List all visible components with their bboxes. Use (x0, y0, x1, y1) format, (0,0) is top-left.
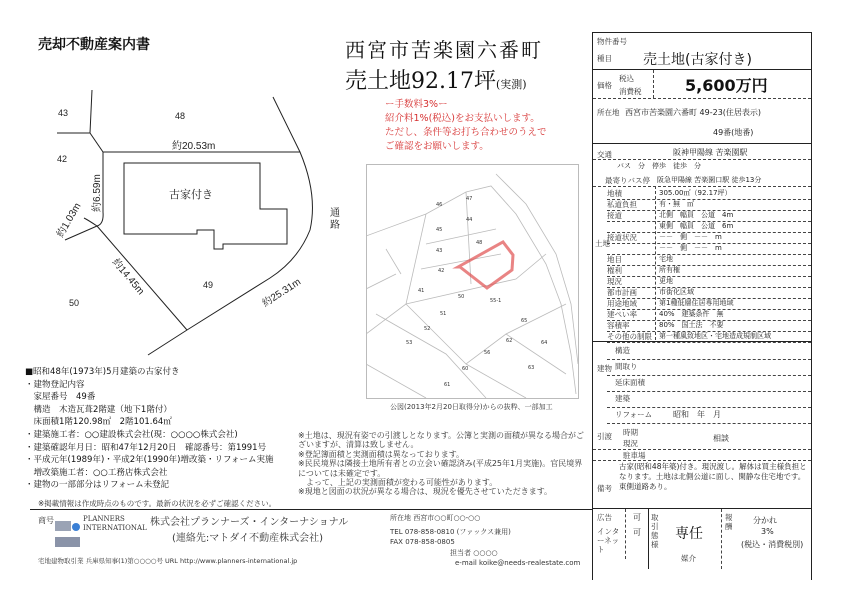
row-divider (607, 199, 811, 200)
note-line: ※現地と図面の状況が異なる場合は、現況を優先させていただきます。 (298, 487, 553, 497)
land-field-value: 40% 建築条件 無 (659, 310, 724, 318)
company-logo (55, 516, 80, 547)
property-id-label: 物件番号 (597, 37, 627, 46)
parking-label: 駐車場 (623, 451, 646, 460)
map-lot: 62 (506, 338, 513, 344)
map-lot: 50 (458, 294, 465, 300)
map-lot: 48 (476, 240, 483, 246)
land-field-value: 第1種低層住居専用地域 (659, 299, 734, 307)
row-divider (607, 375, 811, 376)
map-lot: 47 (466, 196, 473, 202)
ad-label: 広告 (597, 513, 612, 522)
land-field-label: 地積 (607, 189, 622, 198)
spec-line: 床面積1階120.98㎡ 2階101.64㎡ (25, 417, 172, 428)
row-divider (593, 341, 811, 342)
trade-name-label: 商号 (38, 516, 54, 525)
row-divider (593, 460, 811, 461)
tax-included-label: 税込 (619, 74, 634, 83)
map-lot: 45 (436, 227, 443, 233)
row-divider (607, 276, 811, 277)
headline (345, 64, 527, 95)
station-label: 最寄りバス停 (605, 176, 650, 185)
company-tel: TEL 078-858-0810 (ファックス兼用) (390, 528, 511, 536)
headline-text: 売土地92.17坪 (345, 69, 496, 94)
map-lot: 51 (440, 311, 447, 317)
fee-tax-note: (税込・消費税別) (741, 540, 804, 549)
map-lot: 65 (521, 318, 528, 324)
building-year: 昭和 年 月 (673, 410, 721, 419)
row-divider (607, 407, 811, 408)
delivery-condition: 相談 (713, 434, 729, 443)
map-lot: 46 (436, 202, 443, 208)
price-label: 価格 (597, 81, 612, 90)
lot-label: 49 (203, 280, 214, 290)
building-specs (25, 366, 274, 492)
land-field-label: 接道 (607, 211, 622, 220)
lot-label: 42 (57, 154, 68, 164)
map-lot: 55-1 (490, 298, 502, 304)
land-field-label: 権利 (607, 266, 622, 275)
land-field-label: 地目 (607, 255, 622, 264)
row-divider (607, 287, 811, 288)
building-field-label: 間取り (615, 362, 638, 371)
row-divider (607, 265, 811, 266)
net-value: 可 (633, 528, 641, 537)
fee-line: ー手数料3%ー (385, 99, 448, 110)
land-field-label: 容積率 (607, 321, 630, 330)
map-caption: 公図(2013年2月20日取得分)からの抜粋、一部加工 (390, 403, 553, 411)
spec-line: ・建築施工者：○○建設株式会社(現：○○○○株式会社) (25, 429, 238, 440)
map-lot: 56 (484, 350, 491, 356)
divider (30, 509, 592, 510)
property-type: 売土地(古家付き) (643, 52, 752, 68)
transaction-mode: 専任 (675, 526, 703, 542)
row-divider (607, 391, 811, 392)
fee-percent: 3% (761, 527, 774, 536)
remarks-label: 備考 (597, 484, 612, 493)
land-field-value: 宅地 (659, 255, 673, 263)
building-label: 古家付き (169, 189, 213, 201)
fee-label: 報酬 (725, 513, 733, 531)
delivery-time-label: 時期 (623, 428, 638, 437)
row-divider (593, 159, 811, 160)
building-field-label: 構造 (615, 346, 630, 355)
map-lot: 60 (462, 366, 469, 372)
spec-line: 構造 木造瓦葺2階建（地下1階付） (25, 404, 172, 415)
fee-line: ただし、条件等お打ち合わせのうえで (385, 127, 547, 138)
transaction-mode-note: 媒介 (681, 554, 696, 563)
spec-line: 家屋番号 49番 (25, 392, 96, 403)
land-field-label: 接道状況 (607, 233, 637, 242)
land-field-value: 80% 国土法 不要 (659, 321, 724, 329)
property-location: 西宮市苦楽園六番町 (345, 38, 543, 62)
logo-line: PLANNERS (83, 515, 125, 523)
spec-line: ・建物の一部部分はリフォーム未登記 (25, 480, 170, 491)
land-field-value: －－ 側 －－ m (659, 244, 722, 252)
plot-diagram (0, 0, 360, 370)
traffic-label: 交通 (597, 150, 612, 159)
logo-text (83, 515, 147, 533)
land-field-value: 第一種風致地区・宅地造成規制区域 (659, 332, 771, 340)
note-line: ※民民境界は隣接土地所有者との立会い確認済み(平成25年1月実施)。官民境界については未確定です。 (298, 459, 583, 478)
note-line: よって、上記の実測面積が変わる可能性があります。 (298, 478, 498, 488)
map-lot: 53 (406, 340, 413, 346)
map-lot: 43 (436, 248, 443, 254)
map-lot: 41 (418, 288, 425, 294)
row-divider (593, 186, 811, 187)
building-field-label: リフォーム (615, 410, 653, 419)
map-lot: 52 (424, 326, 431, 332)
row-divider (593, 98, 811, 99)
map-lot: 61 (444, 382, 451, 388)
company-name: 株式会社プランナーズ・インターナショナル (150, 517, 349, 528)
company-email[interactable]: e-mail koike@needs-realestate.com (455, 559, 581, 567)
land-field-label: 現況 (607, 277, 622, 286)
row-divider (607, 423, 811, 424)
property-panel (592, 32, 812, 580)
document-title: 売却不動産案内書 (38, 37, 150, 53)
land-field-label: 用途地域 (607, 299, 637, 308)
ad-value: 可 (633, 513, 641, 522)
fee-split: 分かれ (753, 516, 777, 525)
dimension: 約14.45m (109, 256, 146, 298)
lot-number: 49番(地番) (713, 128, 754, 137)
cadastral-map (366, 164, 580, 400)
land-field-label: その他の制限 (607, 332, 652, 341)
spec-line: ■昭和48年(1973年)5月建築の古家付き (25, 367, 180, 377)
dimension: 約20.53m (172, 141, 216, 152)
lot-label: 48 (175, 111, 186, 121)
land-field-value: 東側 幅員 公道 6m (659, 222, 734, 230)
price: 5,600万円 (685, 76, 768, 95)
col-divider (653, 70, 654, 98)
notes (298, 431, 590, 497)
fee-note (385, 98, 547, 154)
land-field-value: 所有権 (659, 266, 680, 274)
col-divider (721, 509, 722, 569)
row-divider (607, 254, 811, 255)
col-divider (648, 509, 649, 569)
station: 阪急甲陽線 苦楽園口駅 徒歩13分 (657, 176, 762, 184)
land-label: 土地 (595, 239, 610, 248)
land-field-value: 更地 (659, 277, 673, 285)
note-line: ※登記簿面積と実測面積は異なっております。 (298, 449, 465, 459)
logo-line: INTERNATIONAL (83, 524, 147, 532)
spec-line: ・建築確認年月日：昭和47年12月20日 確認番号：第1991号 (25, 442, 267, 453)
lot-label: 43 (58, 108, 69, 118)
land-field-label: 建ぺい率 (607, 310, 637, 319)
spec-line: ・建物登記内容 (25, 379, 85, 390)
building-label: 建物 (597, 364, 612, 373)
license-info: 宅地建物取引業 兵庫県知事(1)第○○○○号 URL http://www.planners-international.jp (38, 557, 298, 565)
land-field-value: 市街化区域 (659, 288, 694, 296)
map-lot: 44 (466, 217, 473, 223)
lot-label: 50 (69, 298, 80, 308)
map-lot: 63 (528, 365, 535, 371)
disclaimer: ※掲載情報は作成時点のものです。最新の状況を必ずご確認ください。 (38, 499, 277, 508)
transaction-mode-label: 取引態様 (651, 513, 659, 549)
dimension: 約25.31m (260, 276, 303, 310)
building-field-label: 建築 (615, 394, 630, 403)
land-field-value: 有・無 ㎡ (659, 200, 694, 208)
map-lot: 42 (438, 268, 445, 274)
spec-line: 増改築施工者：○○工務店株式会社 (25, 467, 168, 478)
type-label: 種目 (597, 54, 612, 63)
remarks: 古家(昭和48年築)付き。現況渡し。解体は買主様負担となります。土地は北側公道に面し、閑静な住宅地です。東側道路あり。 (619, 462, 807, 491)
map-lot: 64 (541, 340, 548, 346)
col-divider (625, 509, 626, 559)
delivery-status-label: 現況 (623, 439, 638, 448)
row-divider (593, 143, 811, 144)
land-field-value: －－ 側 －－ m (659, 233, 722, 241)
building-field-label: 延床面積 (615, 378, 645, 387)
headline-note: (実測) (495, 78, 527, 91)
address-label: 所在地 (597, 108, 620, 117)
consumption-tax-label: 消費税 (619, 87, 642, 96)
company-contact: (連絡先:マトダイ不動産株式会社) (172, 533, 323, 544)
dimension: 約6.59m (92, 174, 103, 212)
row-divider (607, 342, 811, 343)
bus-info: バス 分 停歩 徒歩 分 (617, 162, 701, 170)
person-in-charge: 担当者 ○○○○ (450, 549, 498, 557)
road-label: 通路 (330, 208, 340, 231)
land-field-label: 都市計画 (607, 288, 637, 297)
land-field-label: 私道負担 (607, 200, 637, 209)
row-divider (607, 359, 811, 360)
fee-line: 紹介料1%(税込)をお支払いします。 (385, 113, 540, 124)
net-label: インターネット (597, 527, 620, 554)
company-address: 所在地 西宮市○○町○○-○○ (390, 514, 481, 522)
land-field-value: 北側 幅員 公道 4m (659, 211, 734, 219)
row-divider (593, 69, 811, 70)
spec-line: ・平成元年(1989年)・平成2年(1990年)増改築・リフォーム実施 (25, 455, 274, 466)
company-fax: FAX 078-858-0805 (390, 538, 455, 546)
delivery-label: 引渡 (597, 432, 612, 441)
address: 西宮市苦楽園六番町 49-23(住居表示) (625, 108, 762, 117)
train-line: 阪神甲陽線 苦楽園駅 (673, 148, 748, 157)
dimension: 約1.03m (55, 201, 84, 240)
note-line: ※土地は、現況有姿での引渡しとなります。公簿と実測の面積が異なる場合がございますが、清算は致しません。 (298, 431, 585, 450)
land-field-value: 305.00㎡（92.17坪） (659, 189, 732, 197)
fee-line: ご確認をお願いします。 (385, 141, 489, 152)
